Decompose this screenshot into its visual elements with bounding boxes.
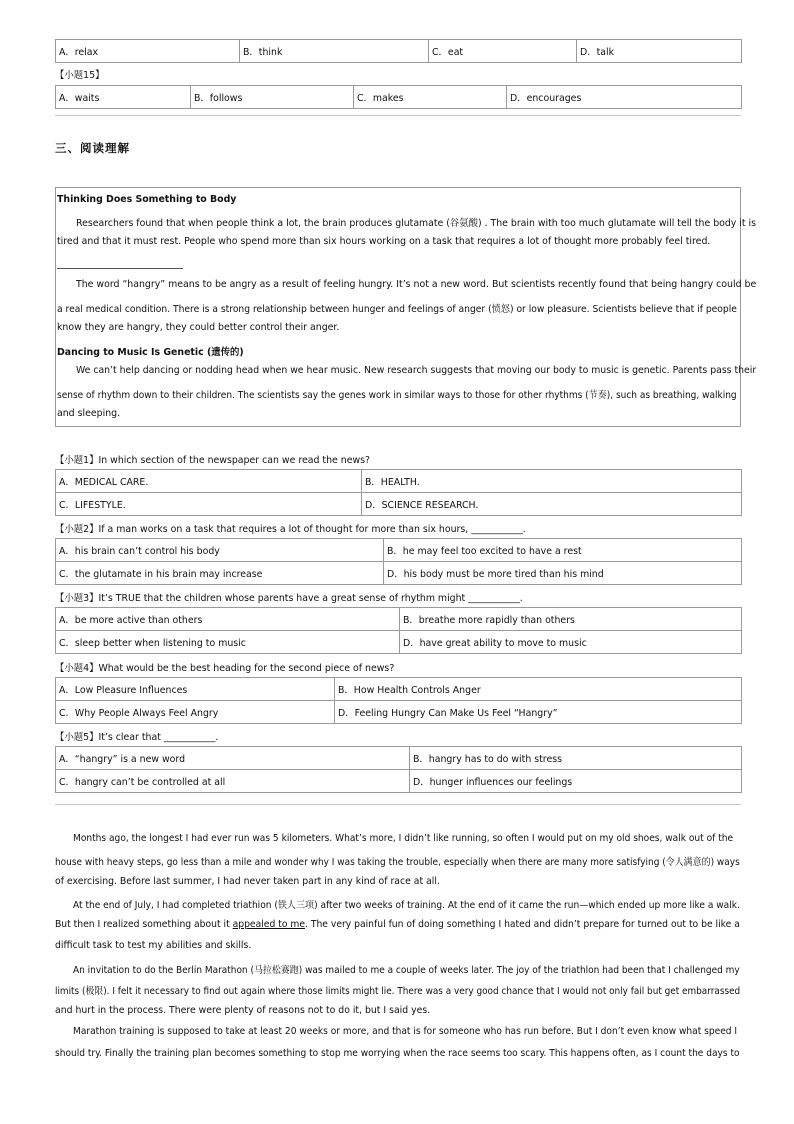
- passage-separator: [57, 268, 183, 269]
- q2-option-a[interactable]: A．his brain can’t control his body: [56, 539, 384, 562]
- q3-options-table: [55, 607, 742, 654]
- q4-option-c[interactable]: C．Why People Always Feel Angry: [56, 701, 335, 724]
- q4-option-a[interactable]: A．Low Pleasure Influences: [56, 678, 335, 701]
- q15-label: 【小题15】: [55, 70, 105, 81]
- passage2-text: house with heavy steps, go less than a mile and wonder why I was taking the trouble, especially when there are many more satisfying (令人满意的) ways: [55, 857, 740, 868]
- q14-option-c[interactable]: C．eat: [429, 40, 577, 63]
- passage-text: and sleeping.: [57, 408, 121, 419]
- passage2-text: and hurt in the process. There were plenty of reasons not to do it, but I said yes.: [55, 1005, 431, 1016]
- section-title: 三、阅读理解: [55, 141, 130, 155]
- q14-option-a[interactable]: A．relax: [56, 40, 240, 63]
- passage-text: know they are hangry, they could better control their anger.: [57, 322, 340, 333]
- reading-passage-box: [55, 187, 757, 427]
- passage-text: Researchers found that when people think a lot, the brain produces glutamate (谷氨酸) . The brain with too much glutamate will tell the body it is: [76, 218, 756, 229]
- passage-text: We can’t help dancing or nodding head when we hear music. New research suggests that moving our body to music is genetic. Parents pass their: [76, 365, 757, 376]
- q3-option-a[interactable]: A．be more active than others: [56, 608, 400, 631]
- passage2-text: limits (极限). I felt it necessary to find out again where those limits might lie. There was a very good chance that I would not only fail but get embarrassed: [55, 986, 741, 997]
- q15-option-b[interactable]: B．follows: [191, 86, 354, 109]
- q5-options-table: [55, 746, 742, 793]
- passage-text: The word “hangry” means to be angry as a result of feeling hungry. It’s not a new word. But scientists recently found that being hangry could be: [76, 279, 757, 290]
- q1-option-d[interactable]: D．SCIENCE RESEARCH.: [362, 493, 742, 516]
- q4-option-b[interactable]: B．How Health Controls Anger: [335, 678, 742, 701]
- passage2-text: difficult task to test my abilities and skills.: [55, 940, 252, 951]
- q5-option-d[interactable]: D．hunger influences our feelings: [410, 770, 742, 793]
- q1-option-b[interactable]: B．HEALTH.: [362, 470, 742, 493]
- passage2-text: Marathon training is supposed to take at least 20 weeks or more, and that is for someone who has run before. But I don’t even know what speed I: [73, 1026, 738, 1037]
- q3-option-d[interactable]: D．have great ability to move to music: [400, 631, 742, 654]
- passage2-text: At the end of July, I had completed triathion (铁人三项) after two weeks of training. At the end of it came the run—which ended up more like a walk.: [73, 900, 740, 911]
- q15-option-c[interactable]: C．makes: [354, 86, 507, 109]
- q4-option-d[interactable]: D．Feeling Hungry Can Make Us Feel “Hangry”: [335, 701, 742, 724]
- passage-text: a real medical condition. There is a strong relationship between hunger and feelings of anger (愤怒) or low pleasure. Scientists believe that if people: [57, 304, 737, 315]
- passage2-text: of exercising. Before last summer, I had never taken part in any kind of race at all.: [55, 876, 440, 887]
- divider: [55, 804, 741, 805]
- passage-heading-2: Dancing to Music Is Genetic (遗传的): [57, 347, 244, 358]
- underlined-phrase: appealed to me: [232, 919, 306, 930]
- passage2-text: should try. Finally the training plan becomes something to stop me worrying when the race seems too scary. This happens often, as I count the days to: [55, 1048, 740, 1059]
- passage-heading-1: Thinking Does Something to Body: [57, 194, 237, 205]
- q15-option-a[interactable]: A．waits: [56, 86, 191, 109]
- q4-options-table: [55, 677, 742, 724]
- q1-option-a[interactable]: A．MEDICAL CARE.: [56, 470, 362, 493]
- passage2-text-part: . The very painful fun of doing something I hated and didn’t prepare for turned out to be like a: [305, 919, 740, 930]
- q14-option-d[interactable]: D．talk: [577, 40, 742, 63]
- passage-text: tired and that it must rest. People who spend more than six hours working on a task that requires a lot of thought more probably feel tired.: [57, 236, 711, 247]
- q14-options-table: [55, 39, 742, 63]
- q2-option-d[interactable]: D．his body must be more tired than his mind: [384, 562, 742, 585]
- q2-option-b[interactable]: B．he may feel too excited to have a rest: [384, 539, 742, 562]
- q14-option-b[interactable]: B．think: [240, 40, 429, 63]
- q2-options-table: [55, 538, 742, 585]
- q1-stem: 【小题1】In which section of the newspaper can we read the news?: [55, 455, 371, 466]
- q15-option-d[interactable]: D．encourages: [507, 86, 742, 109]
- q5-option-a[interactable]: A．“hangry” is a new word: [56, 747, 410, 770]
- q2-stem: 【小题2】If a man works on a task that requires a lot of thought for more than six hours, ___________.: [55, 524, 526, 535]
- passage2-text: Months ago, the longest I had ever run was 5 kilometers. What’s more, I didn’t like running, so often I would put on my old shoes, walk out of the: [73, 833, 734, 844]
- q3-stem: 【小题3】It’s TRUE that the children whose parents have a great sense of rhythm might ___________.: [55, 593, 523, 604]
- q15-options-table: [55, 85, 742, 109]
- q5-option-c[interactable]: C．hangry can’t be controlled at all: [56, 770, 410, 793]
- q1-option-c[interactable]: C．LIFESTYLE.: [56, 493, 362, 516]
- q4-stem: 【小题4】What would be the best heading for the second piece of news?: [55, 663, 395, 674]
- q2-option-c[interactable]: C．the glutamate in his brain may increase: [56, 562, 384, 585]
- passage2-text: An invitation to do the Berlin Marathon (马拉松赛跑) was mailed to me a couple of weeks later. The joy of the triathlon had been that I challenged my: [73, 965, 740, 976]
- q3-option-c[interactable]: C．sleep better when listening to music: [56, 631, 400, 654]
- passage-text: sense of rhythm down to their children. The scientists say the genes work in similar ways to those for other rhythms (节奏), such as breathing, walking: [57, 390, 737, 401]
- passage2-text-part: But then I realized something about it: [55, 919, 233, 930]
- q5-option-b[interactable]: B．hangry has to do with stress: [410, 747, 742, 770]
- q1-options-table: [55, 469, 742, 516]
- q3-option-b[interactable]: B．breathe more rapidly than others: [400, 608, 742, 631]
- passage2-text: [55, 919, 740, 930]
- q5-stem: 【小题5】It’s clear that ___________.: [55, 732, 219, 743]
- divider: [55, 115, 741, 116]
